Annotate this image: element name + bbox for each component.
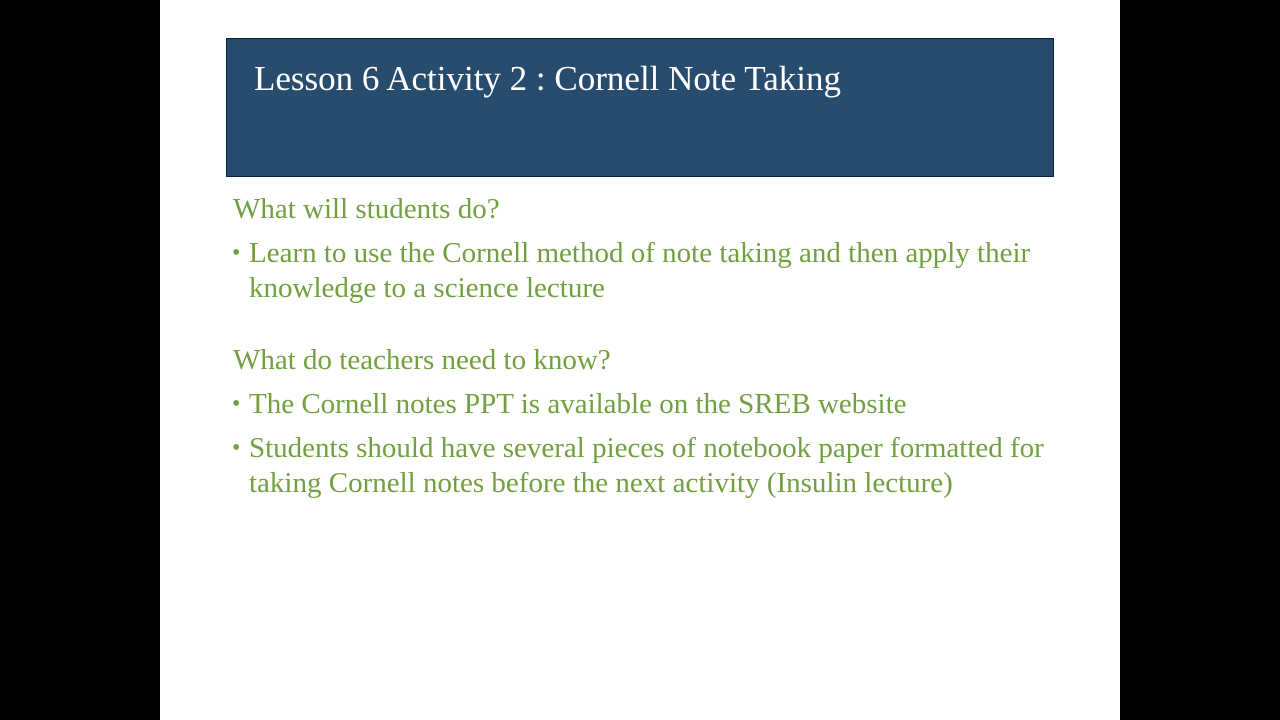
bullet-list-teachers	[233, 387, 1073, 501]
bullet-item	[233, 387, 1073, 422]
section-students	[233, 192, 1073, 306]
bullet-icon: •	[232, 240, 241, 266]
bullet-text: Students should have several pieces of notebook paper formatted for taking Cornell notes before the next activity (Insulin lecture)	[249, 432, 1044, 499]
section-heading-teachers: What do teachers need to know?	[233, 344, 611, 376]
bullet-text: Learn to use the Cornell method of note taking and then apply their knowledge to a science lecture	[249, 237, 1031, 304]
bullet-item	[233, 236, 1073, 306]
slide-title: Lesson 6 Activity 2 : Cornell Note Taking	[254, 59, 841, 98]
bullet-list-students	[233, 236, 1073, 306]
section-heading-students: What will students do?	[233, 193, 500, 225]
bullet-icon: •	[232, 435, 241, 461]
title-banner	[226, 38, 1054, 177]
slide	[160, 0, 1120, 720]
slide-body	[233, 192, 1073, 510]
bullet-icon: •	[232, 391, 241, 417]
bullet-text: The Cornell notes PPT is available on the SREB website	[249, 388, 907, 420]
bullet-item	[233, 431, 1073, 501]
section-teachers	[233, 343, 1073, 501]
